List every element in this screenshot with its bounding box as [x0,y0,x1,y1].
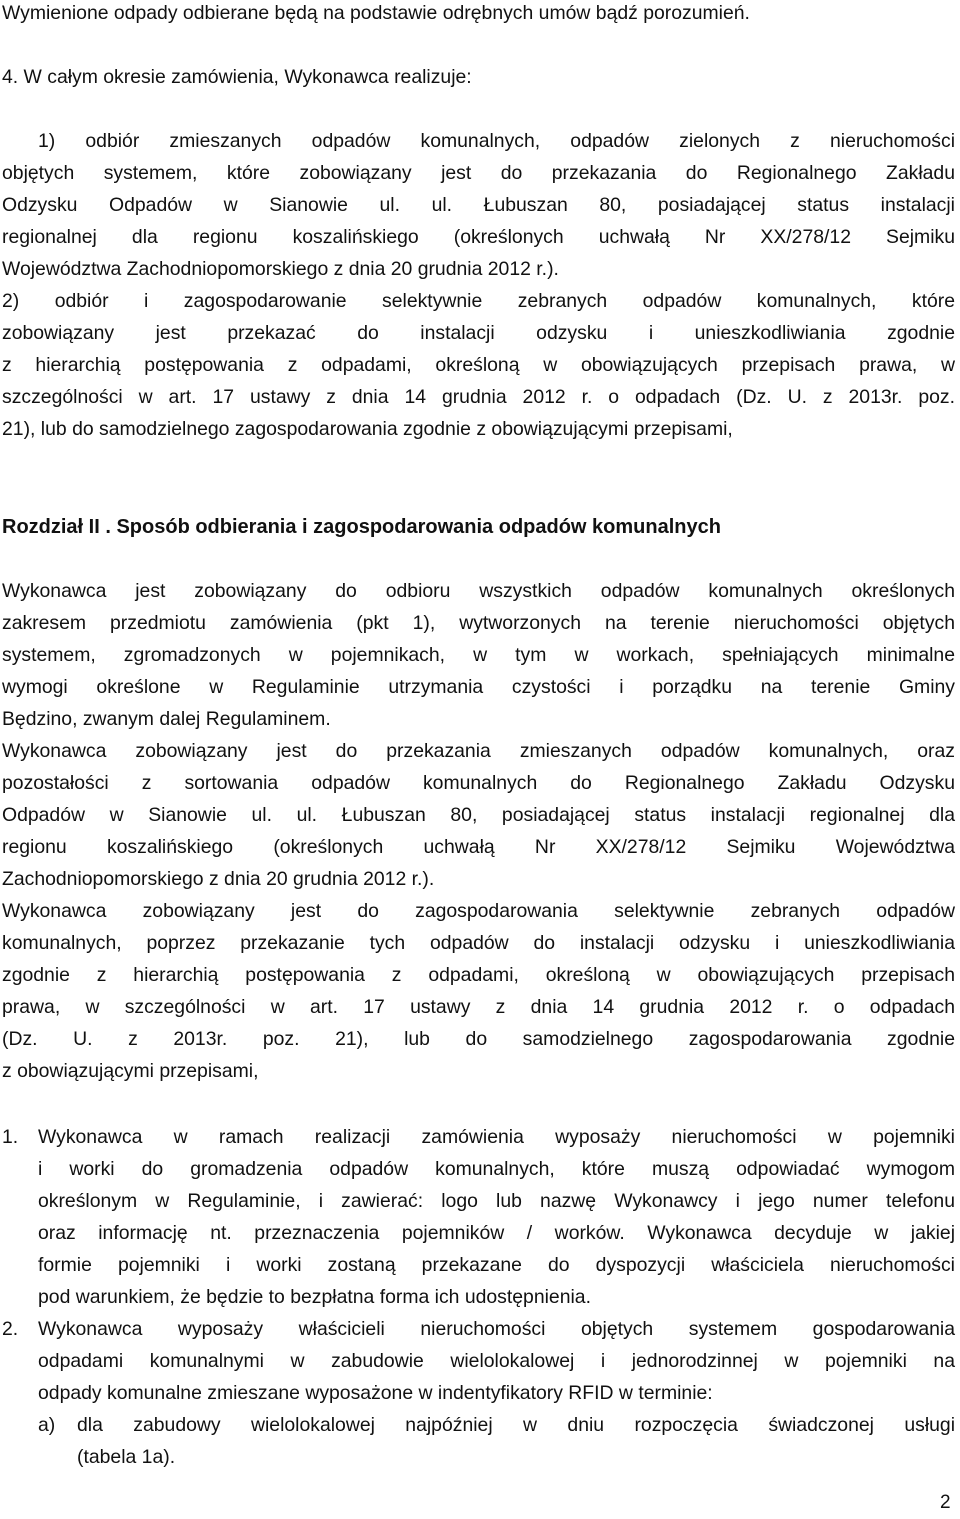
paragraph-line: komunalnych, poprzez przekazanie tych odpadów do instalacji odzysku i unieszkodliwiania [2,932,955,954]
paragraph-line: systemem, zgromadzonych w pojemnikach, w tym w workach, spełniających minimalne [2,644,955,666]
paragraph-line: zobowiązany jest przekazać do instalacji odzysku i unieszkodliwiania zgodnie [2,322,955,344]
paragraph-line: 1) odbiór zmieszanych odpadów komunalnych, odpadów zielonych z nieruchomości [38,130,955,152]
paragraph-line: Odpadów w Sianowie ul. ul. Łubuszan 80, posiadającej status instalacji regionalnej dla [2,804,955,826]
paragraph-line: wymogi określone w Regulaminie utrzymania czystości i porządku na terenie Gminy [2,676,955,698]
list-item-line: i worki do gromadzenia odpadów komunalnych, które muszą odpowiadać wymogom [38,1158,955,1180]
paragraph-line: objętych systemem, które zobowiązany jest do przekazania do Regionalnego Zakładu [2,162,955,184]
paragraph-line: prawa, w szczególności w art. 17 ustawy z dnia 14 grudnia 2012 r. o odpadach [2,996,955,1018]
list-item-line: odpadami komunalnymi w zabudowie wielolokalowej i jednorodzinnej w pojemniki na [38,1350,955,1372]
list-marker: 2. [2,1318,19,1340]
paragraph-line: zakresem przedmiotu zamówienia (pkt 1), wytworzonych na terenie nieruchomości objętych [2,612,955,634]
paragraph-line: Wykonawca zobowiązany jest do zagospodarowania selektywnie zebranych odpadów [2,900,955,922]
list-item-line: odpady komunalne zmieszane wyposażone w indentyfikatory RFID w terminie: [38,1382,713,1404]
list-item-line: określonym w Regulaminie, i zawierać: logo lub nazwę Wykonawcy i jego numer telefonu [38,1190,955,1212]
paragraph-line: regionalnej dla regionu koszalińskiego (określonych uchwałą Nr XX/278/12 Sejmiku [2,226,955,248]
paragraph-line: (Dz. U. z 2013r. poz. 21), lub do samodzielnego zagospodarowania zgodnie [2,1028,955,1050]
list-item-line: Wykonawca w ramach realizacji zamówienia wyposaży nieruchomości w pojemniki [38,1126,955,1148]
paragraph-line: z hierarchią postępowania z odpadami, określoną w obowiązujących przepisach prawa, w [2,354,955,376]
paragraph-line: Wykonawca jest zobowiązany do odbioru wszystkich odpadów komunalnych określonych [2,580,955,602]
page-number: 2 [940,1492,951,1513]
chapter-heading: Rozdział II . Sposób odbierania i zagospodarowania odpadów komunalnych [2,516,721,538]
paragraph-line: szczególności w art. 17 ustawy z dnia 14 grudnia 2012 r. o odpadach (Dz. U. z 2013r. poz. [2,386,955,408]
list-marker: 1. [2,1126,19,1148]
list-item-line: dla zabudowy wielolokalowej najpóźniej w dniu rozpoczęcia świadczonej usługi [77,1414,955,1436]
paragraph-line: Wymienione odpady odbierane będą na podstawie odrębnych umów bądź porozumień. [2,2,750,24]
paragraph-line: Województwa Zachodniopomorskiego z dnia 20 grudnia 2012 r.). [2,258,559,280]
list-marker: a) [38,1414,56,1436]
list-item-line: (tabela 1a). [77,1446,176,1468]
paragraph-line: Odzysku Odpadów w Sianowie ul. ul. Łubuszan 80, posiadającej status instalacji [2,194,955,216]
paragraph-line: Będzino, zwanym dalej Regulaminem. [2,708,331,730]
list-item-line: pod warunkiem, że będzie to bezpłatna forma ich udostępnienia. [38,1286,591,1308]
paragraph-line: Wykonawca zobowiązany jest do przekazania zmieszanych odpadów komunalnych, oraz [2,740,955,762]
paragraph-line: z obowiązującymi przepisami, [2,1060,259,1082]
list-item-line: oraz informację nt. przeznaczenia pojemników / worków. Wykonawca decyduje w jakiej [38,1222,955,1244]
list-item-line: 4. W całym okresie zamówienia, Wykonawca realizuje: [2,66,472,88]
list-item-line: formie pojemniki i worki zostaną przekazane do dyspozycji właściciela nieruchomości [38,1254,955,1276]
paragraph-line: 2) odbiór i zagospodarowanie selektywnie zebranych odpadów komunalnych, które [2,290,955,312]
paragraph-line: zgodnie z hierarchią postępowania z odpadami, określoną w obowiązujących przepisach [2,964,955,986]
paragraph-line: regionu koszalińskiego (określonych uchwałą Nr XX/278/12 Sejmiku Województwa [2,836,955,858]
paragraph-line: 21), lub do samodzielnego zagospodarowania zgodnie z obowiązującymi przepisami, [2,418,733,440]
paragraph-line: pozostałości z sortowania odpadów komunalnych do Regionalnego Zakładu Odzysku [2,772,955,794]
list-item-line: Wykonawca wyposaży właścicieli nieruchomości objętych systemem gospodarowania [38,1318,955,1340]
paragraph-line: Zachodniopomorskiego z dnia 20 grudnia 2012 r.). [2,868,435,890]
